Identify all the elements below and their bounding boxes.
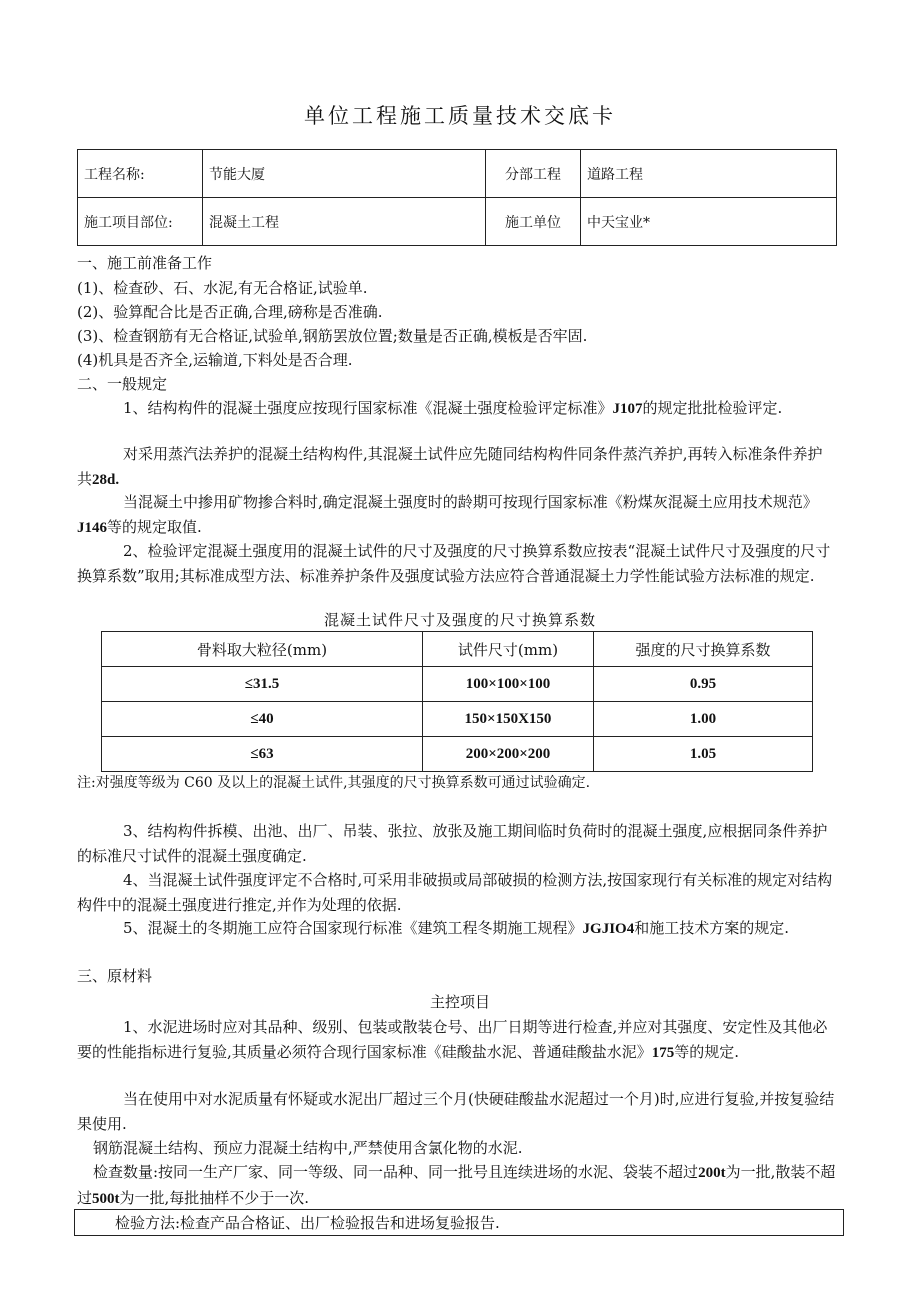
unit-value: 中天宝业* xyxy=(581,198,837,246)
s3-paragraph-3: 钢筋混凝土结构、预应力混凝土结构中,严禁使用含氯化物的水泥. xyxy=(93,1139,523,1157)
table-cell: 1.00 xyxy=(594,702,813,737)
section-1-heading: 一、施工前准备工作 xyxy=(77,254,213,272)
s2-paragraph-2: 对采用蒸汽法养护的混凝土结构构件,其混凝土试件应先随同结构构件同条件蒸汽养护,再转入标准条件养护共28d. xyxy=(77,445,823,488)
s1-item-3: (3)、检查钢筋有无合格证,试验单,钢筋罢放位置;数量是否正确,模板是否牢固. xyxy=(77,327,588,345)
project-name-value: 节能大厦 xyxy=(203,150,486,198)
table-cell: ≤40 xyxy=(102,702,423,737)
table-caption: 混凝土试件尺寸及强度的尺寸换算系数 xyxy=(323,611,596,629)
s1-item-4: (4)机具是否齐全,运输道,下料处是否合理. xyxy=(77,351,353,369)
table-cell: 200×200×200 xyxy=(423,737,594,772)
table-cell: 100×100×100 xyxy=(423,667,594,702)
table-note: 注:对强度等级为 C60 及以上的混凝土试件,其强度的尺寸换算系数可通过试验确定. xyxy=(77,775,591,791)
size-coefficient-table xyxy=(101,631,813,772)
table-row xyxy=(102,702,813,737)
section-2-heading: 二、一般规定 xyxy=(77,375,168,393)
table-cell: 150×150X150 xyxy=(423,702,594,737)
s2-paragraph-4: 2、检验评定混凝土强度用的混凝土试件的尺寸及强度的尺寸换算系数应按表“混凝土试件尺寸及强度的尺寸换算系数”取用;其标准成型方法、标准养护条件及强度试验方法应符合普通混凝土力学性能试验方法标准的规定. xyxy=(77,542,831,585)
project-info-table xyxy=(77,149,837,246)
table-cell: 1.05 xyxy=(594,737,813,772)
part-value: 混凝土工程 xyxy=(203,198,486,246)
column-header: 试件尺寸(mm) xyxy=(423,632,594,667)
s1-item-2: (2)、验算配合比是否正确,合理,磅称是否准确. xyxy=(77,303,383,321)
project-name-label: 工程名称: xyxy=(78,150,203,198)
s1-item-1: (1)、检查砂、石、水泥,有无合格证,试验单. xyxy=(77,279,368,297)
column-header: 骨料取大粒径(mm) xyxy=(102,632,423,667)
s3-paragraph-1: 1、水泥进场时应对其品种、级别、包装或散装仓号、出厂日期等进行检查,并应对其强度、安定性及其他必要的性能指标进行复验,其质量必须符合现行国家标准《硅酸盐水泥、普通硅酸盐水泥》175等的规定. xyxy=(77,1018,828,1061)
s3-paragraph-4: 检查数量:按同一生产厂家、同一等级、同一品种、同一批号且连续进场的水泥、袋装不超过200t为一批,散装不超过500t为一批,每批抽样不少于一次. xyxy=(77,1163,836,1207)
main-control-items-heading: 主控项目 xyxy=(429,993,490,1011)
table-cell: ≤63 xyxy=(102,737,423,772)
table-row xyxy=(102,667,813,702)
table-cell: 0.95 xyxy=(594,667,813,702)
sub-project-label: 分部工程 xyxy=(486,150,581,198)
table-cell: ≤31.5 xyxy=(102,667,423,702)
part-label: 施工项目部位: xyxy=(78,198,203,246)
s2-paragraph-3: 当混凝土中掺用矿物掺合料时,确定混凝土强度时的龄期可按现行国家标准《粉煤灰混凝土应用技术规范》J146等的规定取值. xyxy=(77,493,818,536)
inspection-method: 检验方法:检查产品合格证、出厂检验报告和进场复验报告. xyxy=(115,1214,500,1232)
s2-paragraph-1: 1、结构构件的混凝土强度应按现行国家标准《混凝土强度检验评定标准》J107的规定批批检验评定. xyxy=(123,399,783,417)
page-title: 单位工程施工质量技术交底卡 xyxy=(304,104,616,128)
unit-label: 施工单位 xyxy=(486,198,581,246)
s3-paragraph-2: 当在使用中对水泥质量有怀疑或水泥出厂超过三个月(快硬硅酸盐水泥超过一个月)时,应进行复验,并按复验结果使用. xyxy=(77,1090,835,1133)
s2-paragraph-5: 3、结构构件拆模、出池、出厂、吊装、张拉、放张及施工期间临时负荷时的混凝土强度,应根据同条件养护的标准尺寸试件的混凝土强度确定. xyxy=(77,822,828,865)
section-3-heading: 三、原材料 xyxy=(77,967,153,985)
table-row xyxy=(102,737,813,772)
s2-paragraph-7: 5、混凝土的冬期施工应符合国家现行标准《建筑工程冬期施工规程》JGJIO4和施工技术方案的规定. xyxy=(123,919,790,937)
sub-project-value: 道路工程 xyxy=(581,150,837,198)
s2-paragraph-6: 4、当混凝土试件强度评定不合格时,可采用非破损或局部破损的检测方法,按国家现行有关标准的规定对结构构件中的混凝土强度进行推定,并作为处理的依据. xyxy=(77,871,833,914)
inspection-method-box xyxy=(74,1209,844,1236)
column-header: 强度的尺寸换算系数 xyxy=(594,632,813,667)
